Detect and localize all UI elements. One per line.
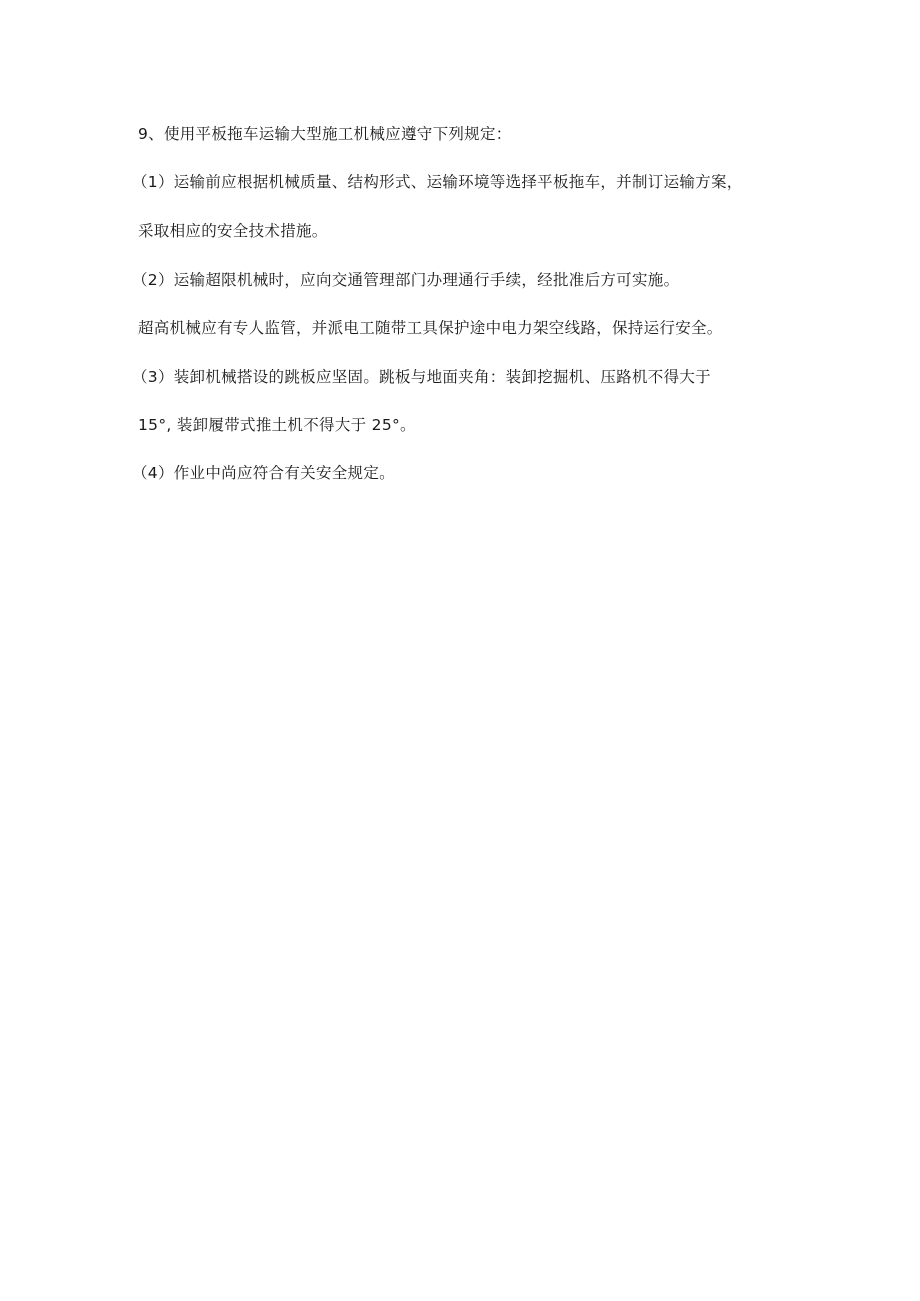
rule-item-2: （2）运输超限机械时，应向交通管理部门办理通行手续，经批准后方可实施。 [132, 271, 680, 289]
section-heading: 9、使用平板拖车运输大型施工机械应遵守下列规定： [138, 125, 512, 143]
rule-item-4: （4）作业中尚应符合有关安全规定。 [132, 464, 395, 482]
rule-item-1-continuation: 采取相应的安全技术措施。 [138, 222, 328, 240]
rule-item-3: （3）装卸机械搭设的跳板应坚固。跳板与地面夹角：装卸挖掘机、压路机不得大于 [132, 368, 711, 386]
rule-item-1: （1）运输前应根据机械质量、结构形式、运输环境等选择平板拖车，并制订运输方案， [132, 173, 743, 191]
rule-item-2-continuation: 超高机械应有专人监管，并派电工随带工具保护途中电力架空线路，保持运行安全。 [138, 319, 723, 337]
rule-item-3-continuation: 15°, 装卸履带式推土机不得大于 25°。 [138, 416, 416, 434]
